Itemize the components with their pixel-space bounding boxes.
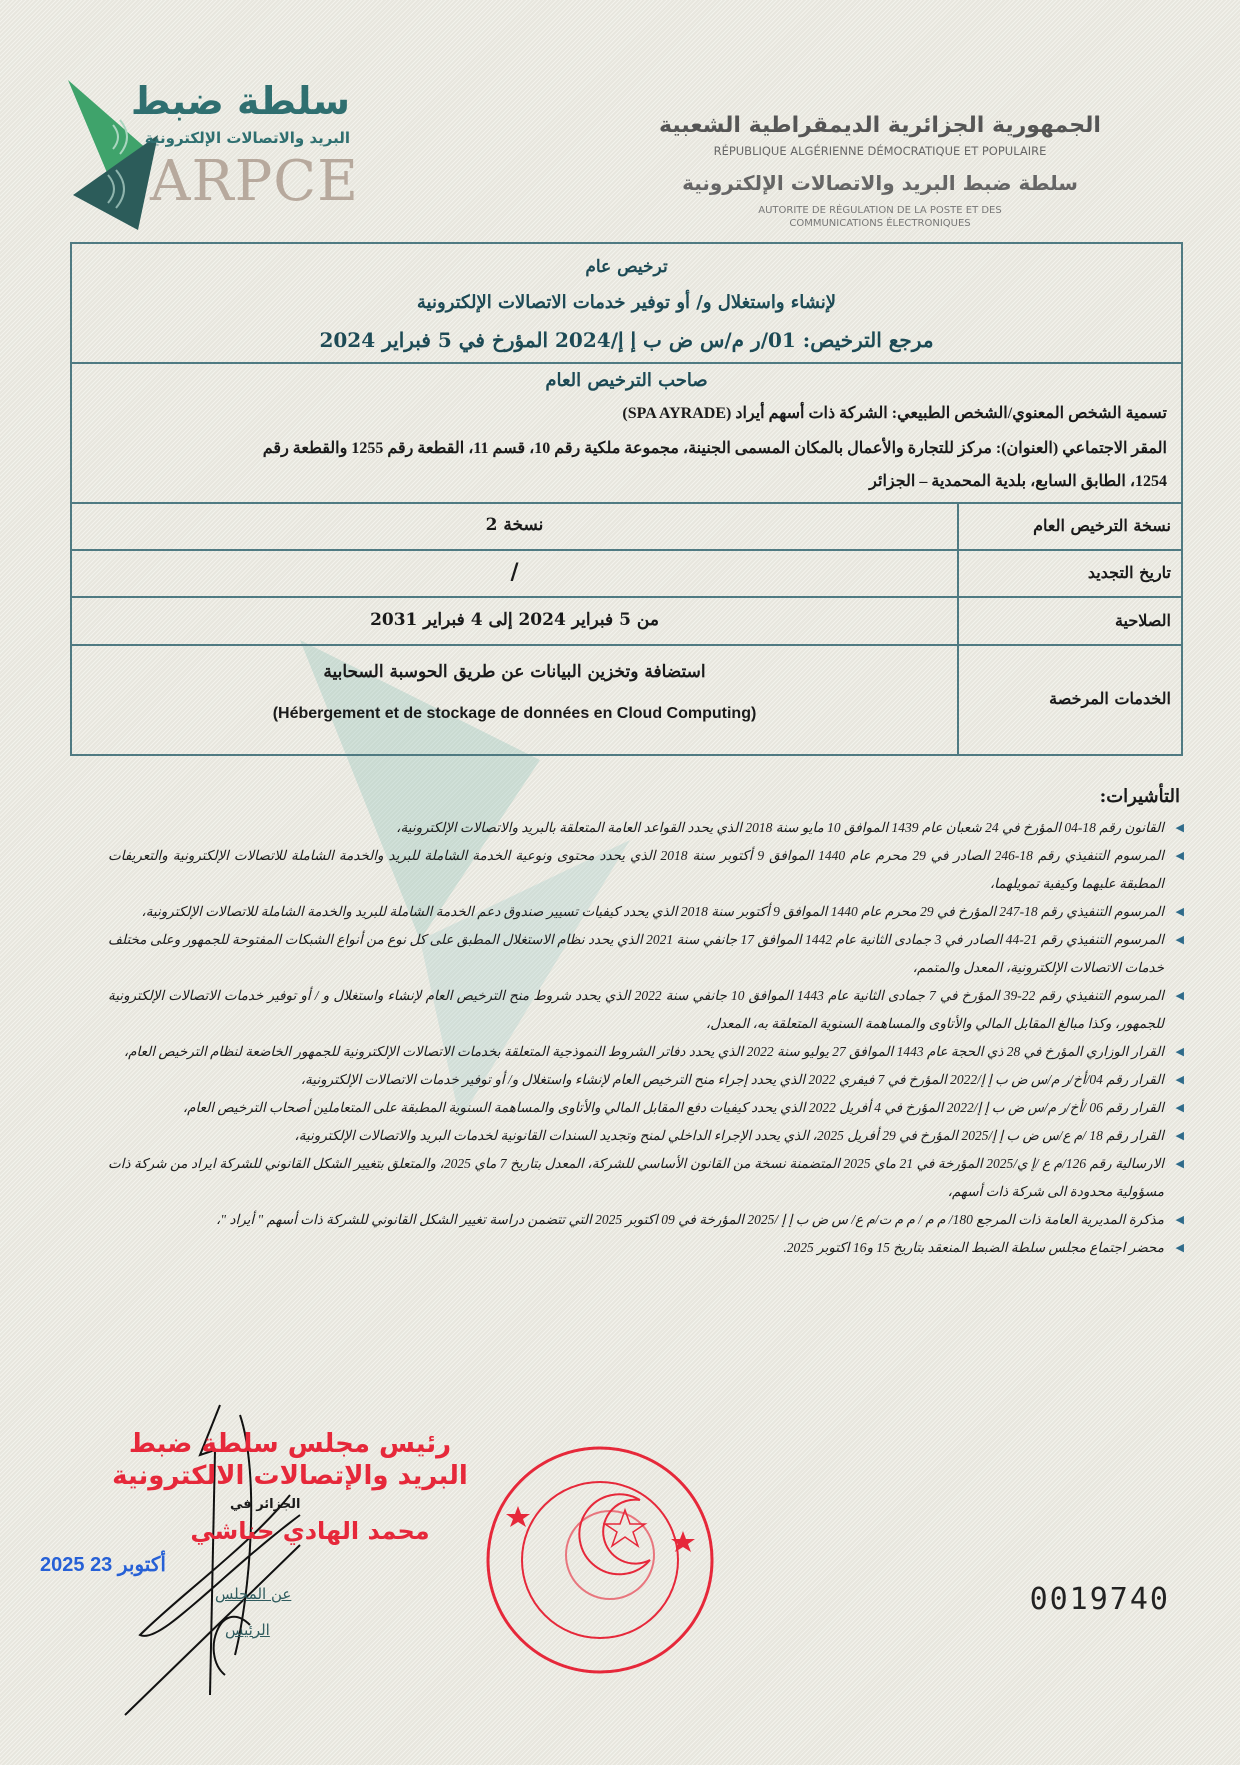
triangle-left-bullet-icon: ◀ <box>1175 822 1184 834</box>
triangle-left-bullet-icon: ◀ <box>1175 1214 1184 1226</box>
republic-french: RÉPUBLIQUE ALGÉRIENNE DÉMOCRATIQUE ET POPULAIRE <box>713 144 1047 158</box>
role-label: الرئيس <box>225 1621 270 1639</box>
visas-title: التأشيرات: <box>1099 786 1180 807</box>
row-value: من 5 فبراير 2024 إلى 4 فبراير 2031 <box>370 610 659 630</box>
republic-arabic: الجمهورية الجزائرية الديمقراطية الشعبية <box>659 113 1101 138</box>
row-label: نسخة الترخيص العام <box>1033 516 1171 535</box>
triangle-left-bullet-icon: ◀ <box>1175 1046 1184 1058</box>
visa-text: المرسوم التنفيذي رقم 21-44 الصادر في 3 جمادى الثانية عام 1442 الموافق 17 جانفي سنة 2021 الذي يحدد نظام الاستغلال المطبق على كل نوع من أنواع الشبكات المفتوحة للجمهور وعلى مختلف خدمات الاتصالات الإلكترونية، المعدل والمتمم، <box>108 932 1164 975</box>
visa-item <box>108 1234 1188 1262</box>
visa-item <box>108 1094 1188 1122</box>
divider <box>72 596 1181 598</box>
visa-text: القرار رقم 18 /م ع/س ض ب إ إ/2025 المؤرخ في 29 أفريل 2025، الذي يحدد الإجراء الداخلي لمنح وتجديد السندات القانونية لخدمات البريد والاتصالات الإلكترونية، <box>294 1128 1164 1143</box>
visa-text: القرار رقم 04/أخ/ر م/س ض ب إ إ/2022 المؤرخ في 7 فيفري 2022 الذي يحدد إجراء منح الترخيص العام لإنشاء واستغلال و/ أو توفير خدمات الاتصالات الإلكترونية، <box>300 1072 1164 1087</box>
authority-arabic: سلطة ضبط البريد والاتصالات الإلكترونية <box>682 171 1078 195</box>
visa-text: مذكرة المديرية العامة ذات المرجع 180/ م م / م م ت/م ع/ س ض ب إ إ /2025 المؤرخة في 09 اكتوبر 2025 التي تتضمن دراسة تغيير الشكل القانوني للشركة ذات أسهم " أيراد "، <box>216 1212 1164 1227</box>
authority-french-line1: AUTORITE DE RÉGULATION DE LA POSTE ET DES <box>758 205 1002 216</box>
visa-item <box>108 1122 1188 1150</box>
row-value-french: (Hébergement et de stockage de données en Cloud Computing) <box>272 705 757 722</box>
holder-address-line2: 1254، الطابق السابع، بلدية المحمدية – الجزائر <box>869 473 1167 490</box>
signature-place: الجزائر في <box>230 1497 301 1512</box>
license-frame <box>70 242 1183 756</box>
visa-text: الارسالية رقم 126/م ع /إ ي/2025 المؤرخة في 21 ماي 2025 المتضمنة نسخة من القانون الأساسي للشركة، المعدل بتاريخ 7 ماي 2025، والمتعلق بتغيير الشكل القانوني للشركة ايراد من شركة ذات مسؤولية محدودة الى شركة ذات أسهم، <box>108 1156 1165 1199</box>
visas-list <box>108 814 1188 1262</box>
triangle-left-bullet-icon: ◀ <box>1175 1242 1184 1254</box>
visa-text: القانون رقم 18-04 المؤرخ في 24 شعبان عام 1439 الموافق 10 مايو سنة 2018 الذي يحدد القواعد العامة المتعلقة بالبريد والاتصالات الإلكترونية، <box>396 820 1164 835</box>
visa-item <box>108 1150 1188 1206</box>
date-stamp: 2025 أكتوبر 23 <box>40 1554 166 1576</box>
logo-acronym: ARPCE <box>150 149 360 214</box>
holder-name: تسمية الشخص المعنوي/الشخص الطبيعي: الشركة ذات أسهم أيراد (SPA AYRADE) <box>622 405 1167 422</box>
visa-text: محضر اجتماع مجلس سلطة الضبط المنعقد بتاريخ 15 و16 اكتوبر 2025. <box>783 1240 1164 1255</box>
visa-text: المرسوم التنفيذي رقم 18-246 الصادر في 29 محرم عام 1440 الموافق 9 أكتوبر سنة 2018 الذي يحدد محتوى ونوعية الخدمة الشاملة للبريد والخدمة الشاملة للاتصالات الإلكترونية والتعريفات المطبقة عليهما وكيفية تمويلهما، <box>108 848 1165 891</box>
triangle-left-bullet-icon: ◀ <box>1175 1102 1184 1114</box>
logo-arabic-subtitle: البريد والاتصالات الإلكترونية <box>144 129 350 147</box>
visa-item <box>108 842 1188 898</box>
triangle-left-bullet-icon: ◀ <box>1175 1074 1184 1086</box>
row-value: / <box>510 559 519 585</box>
visa-item <box>108 1206 1188 1234</box>
license-subtitle: لإنشاء واستغلال و/ أو توفير خدمات الاتصالات الإلكترونية <box>416 292 837 313</box>
visa-item <box>108 898 1188 926</box>
license-reference: مرجع الترخيص: 01/ر م/س ض ب إ إ/2024 المؤرخ في 5 فبراير 2024 <box>319 328 934 352</box>
visa-item <box>108 814 1188 842</box>
divider <box>72 549 1181 551</box>
triangle-left-bullet-icon: ◀ <box>1175 850 1184 862</box>
visa-text: المرسوم التنفيذي رقم 18-247 المؤرخ في 29 محرم عام 1440 الموافق 9 أكتوبر سنة 2018 الذي يحدد كيفيات تسيير صندوق دعم الخدمة الشاملة للبريد والخدمة الشاملة للاتصالات الإلكترونية، <box>141 904 1164 919</box>
holder-section-title: صاحب الترخيص العام <box>545 370 708 391</box>
column-divider <box>957 502 959 754</box>
official-seal-icon <box>480 1440 720 1680</box>
serial-number: 0019740 <box>1029 1582 1170 1617</box>
visa-item <box>108 926 1188 982</box>
divider <box>72 644 1181 646</box>
row-value: نسخة 2 <box>485 515 544 535</box>
triangle-left-bullet-icon: ◀ <box>1175 934 1184 946</box>
triangle-left-bullet-icon: ◀ <box>1175 906 1184 918</box>
signatory-title-stamp: رئيس مجلس سلطة ضبط البريد والإتصالات الالكترونية <box>112 1429 468 1491</box>
row-label: الخدمات المرخصة <box>1049 689 1171 708</box>
visa-item <box>108 1066 1188 1094</box>
row-label: تاريخ التجديد <box>1087 563 1171 582</box>
divider <box>72 502 1181 504</box>
divider <box>72 362 1181 364</box>
visa-item <box>108 1038 1188 1066</box>
triangle-left-bullet-icon: ◀ <box>1175 990 1184 1002</box>
row-label: الصلاحية <box>1114 611 1171 630</box>
signatory-name-stamp: محمد الهادي حناشي <box>190 1517 430 1545</box>
visa-text: القرار الوزاري المؤرخ في 28 ذي الحجة عام 1443 الموافق 27 يوليو سنة 2022 الذي يحدد دفاتر الشروط النموذجية المتعلقة بخدمات الاتصالات الإلكترونية للجمهور الخاضعة لنظام الترخيص العام، <box>123 1044 1164 1059</box>
holder-address-line1: المقر الاجتماعي (العنوان): مركز للتجارة والأعمال بالمكان المسمى الجنينة، مجموعة ملكية رقم 10، قسم 11، القطعة رقم 1255 والقطعة رقم <box>262 440 1167 457</box>
authority-french-line2: COMMUNICATIONS ÉLECTRONIQUES <box>789 218 971 229</box>
license-title: ترخيص عام <box>585 257 668 277</box>
visa-text: المرسوم التنفيذي رقم 22-39 المؤرخ في 7 جمادى الثانية عام 1443 الموافق 10 جانفي سنة 2022 الذي يحدد شروط منح الترخيص العام لإنشاء واستغلال و / أو توفير خدمات الاتصالات الإلكترونية للجمهور، وكذا مبالغ المقابل المالي والأتاوى والمساهمة السنوية المتعلقة به، المعدل، <box>108 988 1164 1031</box>
on-behalf-label: عن المجلس <box>215 1585 292 1603</box>
triangle-left-bullet-icon: ◀ <box>1175 1130 1184 1142</box>
row-value: استضافة وتخزين البيانات عن طريق الحوسبة السحابية <box>323 662 706 682</box>
visa-text: القرار رقم 06 /أخ/ر م/س ض ب إ إ/2022 المؤرخ في 4 أفريل 2022 الذي يحدد كيفيات دفع المقابل المالي والأتاوى والمساهمة السنوية المطبقة على المتعاملين أصحاب الترخيص العام، <box>182 1100 1164 1115</box>
logo-arabic-name: سلطة ضبط <box>130 79 350 123</box>
visa-item <box>108 982 1188 1038</box>
triangle-left-bullet-icon: ◀ <box>1175 1158 1184 1170</box>
authority-french <box>620 204 1140 230</box>
